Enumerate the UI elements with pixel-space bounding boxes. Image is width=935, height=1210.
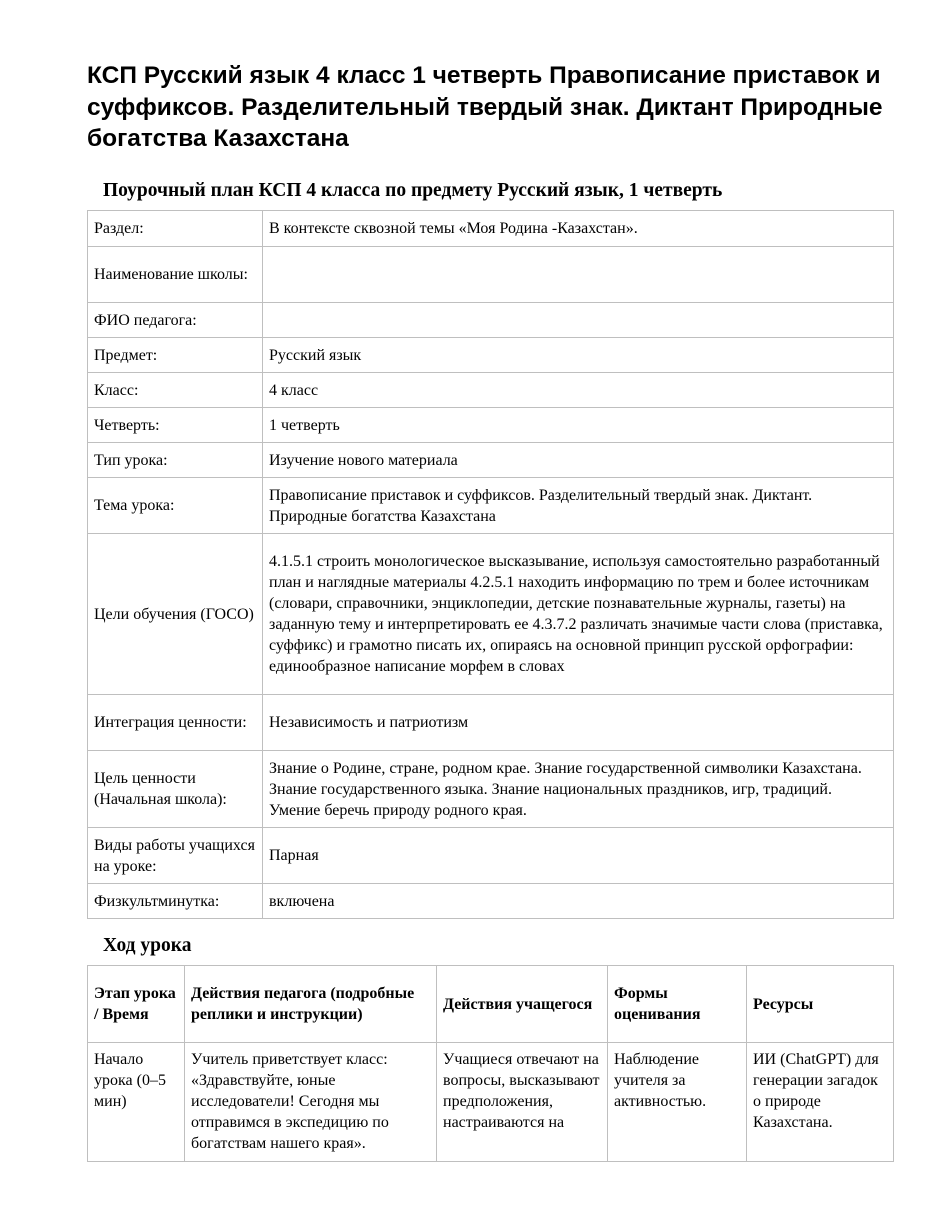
info-label: Виды работы учащихся на уроке: (88, 828, 263, 884)
lesson-info-table (87, 210, 894, 919)
table-row (88, 303, 894, 338)
info-value (263, 247, 894, 303)
cell-text: Наблюдение учителя за активностью. (614, 1051, 707, 1110)
info-value: 1 четверть (263, 408, 894, 443)
document-title: КСП Русский язык 4 класс 1 четверть Правописание приставок и суффиксов. Разделительный твердый знак. Диктант Природные богатства Казахстана (87, 62, 883, 152)
column-header-resources: Ресурсы (747, 966, 894, 1043)
table-row (88, 211, 894, 247)
column-header-assessment: Формы оценивания (608, 966, 747, 1043)
plan-heading: Поурочный план КСП 4 класса по предмету Русский язык, 1 четверть (103, 180, 723, 201)
info-label: Тема урока: (88, 478, 263, 534)
table-row (88, 534, 894, 695)
table-row (88, 338, 894, 373)
info-value: В контексте сквозной темы «Моя Родина -Казахстан». (263, 211, 894, 247)
cell-teacher-actions (185, 1043, 437, 1162)
table-row (88, 443, 894, 478)
cell-text: Учитель приветствует класс: «Здравствуйте, юные исследователи! Сегодня мы отправимся в экспедицию по богатствам нашего края». (191, 1051, 389, 1152)
cell-text: Учащиеся отвечают на вопросы, высказывают предположения, настраиваются на (443, 1051, 600, 1131)
info-label: Предмет: (88, 338, 263, 373)
table-row (88, 695, 894, 751)
cell-text: Начало урока (0–5 мин) (94, 1051, 166, 1110)
cell-stage (88, 1043, 185, 1162)
table-row (88, 828, 894, 884)
info-label: Физкультминутка: (88, 884, 263, 919)
info-label: Цель ценности (Начальная школа): (88, 751, 263, 828)
column-header-stage: Этап урока / Время (88, 966, 185, 1043)
table-row (88, 884, 894, 919)
info-value: 4 класс (263, 373, 894, 408)
course-heading: Ход урока (103, 935, 192, 956)
info-label: Четверть: (88, 408, 263, 443)
info-label: ФИО педагога: (88, 303, 263, 338)
info-value: 4.1.5.1 строить монологическое высказывание, используя самостоятельно разработанный план и наглядные материалы 4.2.5.1 находить информацию по трем и более источникам (словари, справочники, энциклопедии, детские познавательные журналы, газеты) на заданную тему и интерпретировать ее 4.3.7.2 различать значимые части слова (приставка, суффикс) и грамотно писать их, опираясь на основной принцип русской орфографии: единообразное написание морфем в словах (263, 534, 894, 695)
info-label: Раздел: (88, 211, 263, 247)
info-value: Изучение нового материала (263, 443, 894, 478)
cell-resources (747, 1043, 894, 1162)
table-row (88, 751, 894, 828)
info-value: Знание о Родине, стране, родном крае. Знание государственной символики Казахстана. Знание государственного языка. Знание национальных праздников, игр, традиций. Умение беречь природу родного края. (263, 751, 894, 828)
cell-student-actions (437, 1043, 608, 1162)
table-header-row (88, 966, 894, 1043)
info-value: Русский язык (263, 338, 894, 373)
table-row (88, 247, 894, 303)
table-row (88, 1043, 894, 1162)
column-header-teacher-actions: Действия педагога (подробные реплики и инструкции) (185, 966, 437, 1043)
info-value: Парная (263, 828, 894, 884)
lesson-course-table (87, 965, 894, 1162)
info-value (263, 303, 894, 338)
info-value: Правописание приставок и суффиксов. Разделительный твердый знак. Диктант. Природные богатства Казахстана (263, 478, 894, 534)
table-row (88, 408, 894, 443)
cell-text: ИИ (ChatGPT) для генерации загадок о природе Казахстана. (753, 1051, 879, 1131)
cell-assessment (608, 1043, 747, 1162)
table-row (88, 478, 894, 534)
info-label: Класс: (88, 373, 263, 408)
info-value: Независимость и патриотизм (263, 695, 894, 751)
info-label: Цели обучения (ГОСО) (88, 534, 263, 695)
info-label: Наименование школы: (88, 247, 263, 303)
column-header-student-actions: Действия учащегося (437, 966, 608, 1043)
info-label: Тип урока: (88, 443, 263, 478)
table-row (88, 373, 894, 408)
info-label: Интеграция ценности: (88, 695, 263, 751)
info-value: включена (263, 884, 894, 919)
